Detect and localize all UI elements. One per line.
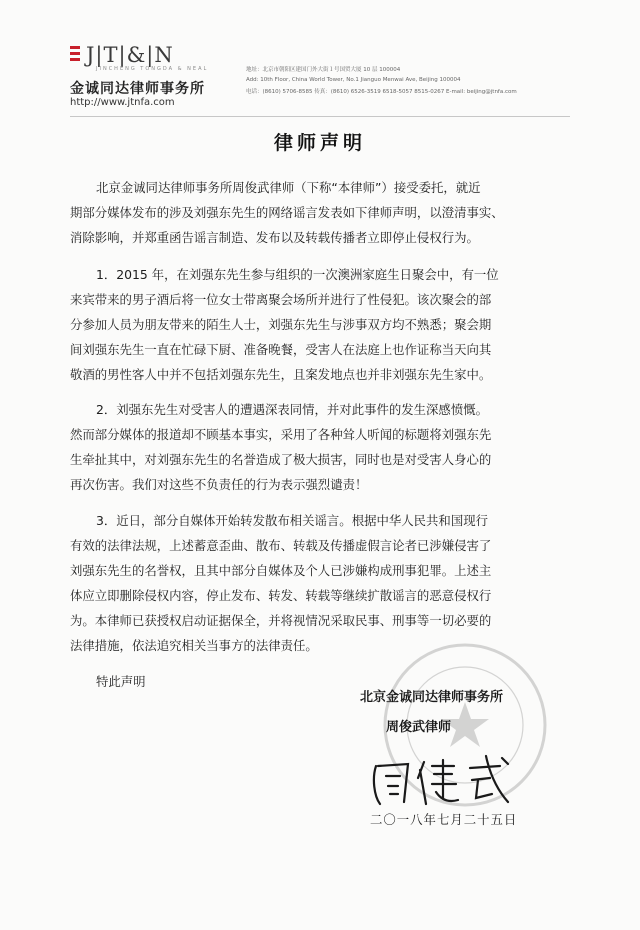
- body-line: 生牵扯其中，对刘强东先生的名誉造成了极大损害，同时也是对受害人身心的: [70, 452, 492, 467]
- firm-name: 金诚同达律师事务所: [70, 81, 205, 97]
- handwritten-signature-icon: [368, 748, 518, 810]
- logo-subtitle: JINCHENG TONGDA & NEAL: [96, 66, 209, 72]
- body-line: 刘强东先生的名誉权，且其中部分自媒体及个人已涉嫌构成刑事犯罪。上述主: [70, 563, 492, 578]
- body-line: 为。本律师已获授权启动证据保全，并将视情况采取民事、刑事等一切必要的: [70, 613, 492, 628]
- closing-statement: 特此声明: [96, 674, 146, 689]
- address-en: Add: 10th Floor, China World Tower, No.1 Jianguo Menwai Ave, Beijing 100004: [246, 77, 461, 83]
- body-line: 1．2015 年，在刘强东先生参与组织的一次澳洲家庭生日聚会中，有一位: [96, 267, 499, 282]
- body-line: 再次伤害。我们对这些不负责任的行为表示强烈谴责！: [70, 477, 368, 492]
- contact-info: 电话：(8610) 5706-8585 传真：(8610) 6526-3519 6518-5057 8515-0267 E-mail: beijing@jtnfa.com: [246, 89, 517, 95]
- signature-firm: 北京金诚同达律师事务所: [360, 690, 504, 705]
- body-line: 2．刘强东先生对受害人的遭遇深表同情，并对此事件的发生深感愤慨。: [96, 402, 488, 417]
- signature-lawyer: 周俊武律师: [386, 720, 452, 735]
- header-divider: [70, 116, 570, 117]
- body-line: 然而部分媒体的报道却不顾基本事实，采用了各种耸人听闻的标题将刘强东先: [70, 427, 492, 442]
- body-line: 分参加人员为朋友带来的陌生人士，刘强东先生与涉事双方均不熟悉；聚会期: [70, 317, 492, 332]
- logo-wordmark: J|T|&|N: [86, 43, 174, 67]
- body-line: 体应立即删除侵权内容，停止发布、转发、转载等继续扩散谣言的恶意侵权行: [70, 588, 492, 603]
- body-line: 消除影响，并郑重函告谣言制造、发布以及转载传播者立即停止侵权行为。: [70, 230, 479, 245]
- body-line: 3．近日，部分自媒体开始转发散布相关谣言。根据中华人民共和国现行: [96, 513, 488, 528]
- body-line: 敬酒的男性客人中并不包括刘强东先生，且案发地点也并非刘强东先生家中。: [70, 367, 492, 382]
- body-line: 法律措施，依法追究相关当事方的法律责任。: [70, 638, 318, 653]
- body-line: 有效的法律法规，上述蓄意歪曲、散布、转载及传播虚假言论者已涉嫌侵害了: [70, 538, 492, 553]
- document-title: 律师声明: [273, 132, 366, 154]
- body-line: 来宾带来的男子酒后将一位女士带离聚会场所并进行了性侵犯。该次聚会的部: [70, 292, 492, 307]
- firm-website-link[interactable]: http://www.jtnfa.com: [70, 97, 175, 108]
- body-line: 期部分媒体发布的涉及刘强东先生的网络谣言发表如下律师声明，以澄清事实、: [70, 205, 504, 220]
- body-line: 北京金诚同达律师事务所周俊武律师（下称“本律师”）接受委托，就近: [96, 180, 481, 195]
- address-cn: 地址：北京市朝阳区建国门外大街１号国贸大厦 10 层 100004: [246, 67, 401, 73]
- body-line: 间刘强东先生一直在忙碌下厨、准备晚餐，受害人在法庭上也作证称当天向其: [70, 342, 492, 357]
- signature-date: 二〇一八年七月二十五日: [370, 812, 518, 827]
